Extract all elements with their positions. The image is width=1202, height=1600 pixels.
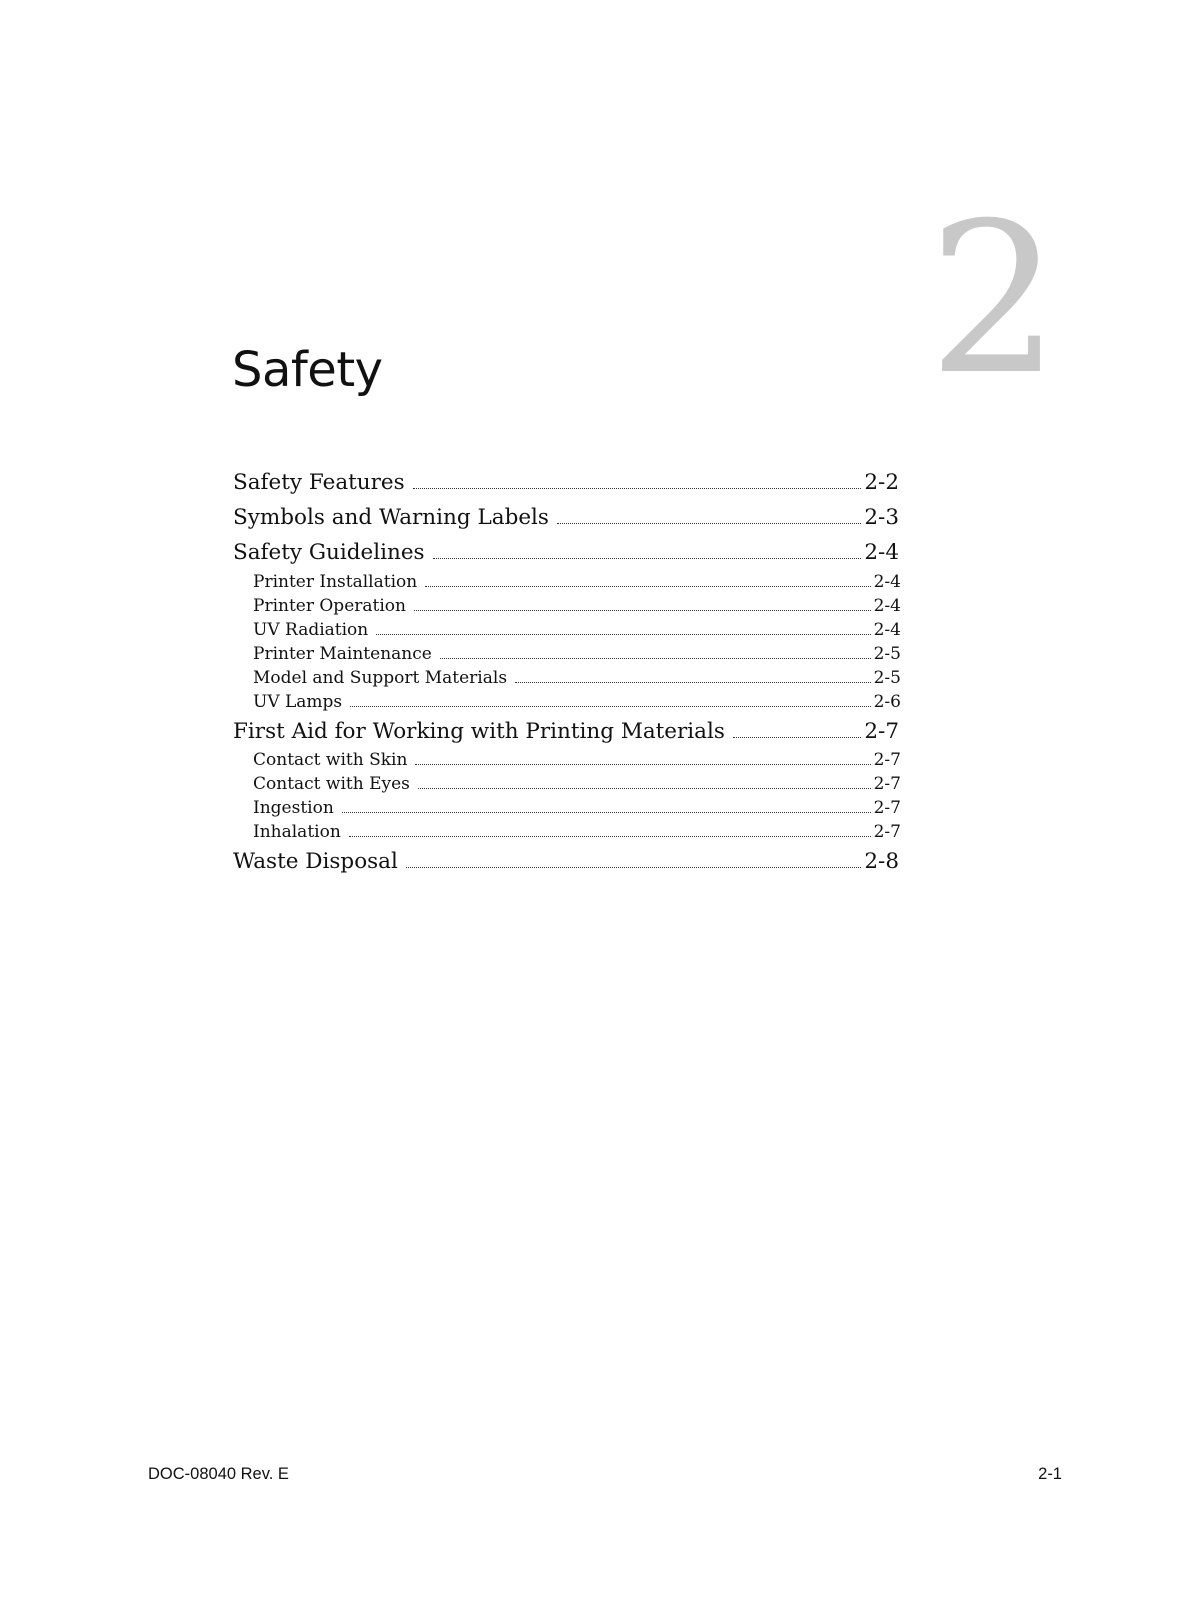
- toc-entry-waste-disposal[interactable]: [233, 849, 899, 881]
- toc-dot-leader: [418, 787, 871, 789]
- toc-entry-label: Printer Installation: [253, 572, 418, 592]
- footer-document-id: DOC-08040 Rev. E: [148, 1465, 289, 1483]
- toc-entry-inhalation[interactable]: [253, 822, 901, 846]
- toc-entry-page: 2-4: [864, 540, 899, 565]
- toc-dot-leader: [413, 487, 862, 489]
- toc-entry-safety-features[interactable]: [233, 470, 899, 502]
- toc-entry-ingestion[interactable]: [253, 798, 901, 822]
- toc-entry-label: Model and Support Materials: [253, 668, 508, 688]
- toc-entry-page: 2-4: [873, 620, 901, 640]
- toc-entry-page: 2-4: [873, 572, 901, 592]
- chapter-title: Safety: [232, 342, 383, 398]
- toc-entry-printer-maintenance[interactable]: [253, 644, 901, 668]
- toc-entry-label: UV Lamps: [253, 692, 343, 712]
- toc-entry-label: First Aid for Working with Printing Materials: [233, 719, 725, 744]
- toc-dot-leader: [440, 657, 871, 659]
- toc-entry-label: UV Radiation: [253, 620, 369, 640]
- toc-entry-contact-with-eyes[interactable]: [253, 774, 901, 798]
- toc-entry-page: 2-8: [864, 849, 899, 874]
- toc-entry-uv-lamps[interactable]: [253, 692, 901, 716]
- toc-entry-label: Ingestion: [253, 798, 334, 818]
- toc-dot-leader: [433, 557, 862, 559]
- toc-entry-page: 2-3: [864, 505, 899, 530]
- toc-dot-leader: [406, 866, 862, 868]
- toc-entry-label: Contact with Skin: [253, 750, 408, 770]
- toc-entry-symbols-and-warning-labels[interactable]: [233, 505, 899, 537]
- toc-entry-page: 2-5: [873, 668, 901, 688]
- toc-entry-label: Safety Features: [233, 470, 405, 495]
- toc-entry-label: Symbols and Warning Labels: [233, 505, 549, 530]
- toc-dot-leader: [350, 705, 870, 707]
- toc-dot-leader: [376, 633, 870, 635]
- toc-entry-model-and-support-materials[interactable]: [253, 668, 901, 692]
- toc-entry-page: 2-2: [864, 470, 899, 495]
- toc-dot-leader: [733, 736, 861, 738]
- toc-dot-leader: [415, 763, 870, 765]
- toc-entry-page: 2-7: [864, 719, 899, 744]
- toc-dot-leader: [349, 835, 871, 837]
- toc-entry-label: Printer Maintenance: [253, 644, 432, 664]
- toc-entry-page: 2-4: [873, 596, 901, 616]
- footer-page-number: 2-1: [1038, 1465, 1062, 1483]
- toc-entry-page: 2-5: [873, 644, 901, 664]
- toc-entry-label: Printer Operation: [253, 596, 406, 616]
- chapter-number: 2: [928, 179, 1061, 421]
- toc-entry-page: 2-7: [873, 798, 901, 818]
- toc-entry-label: Safety Guidelines: [233, 540, 425, 565]
- toc-entry-page: 2-7: [873, 774, 901, 794]
- toc-entry-page: 2-6: [873, 692, 901, 712]
- toc-entry-uv-radiation[interactable]: [253, 620, 901, 644]
- toc-entry-printer-operation[interactable]: [253, 596, 901, 620]
- toc-dot-leader: [414, 609, 871, 611]
- toc-dot-leader: [425, 585, 870, 587]
- toc-entry-page: 2-7: [873, 822, 901, 842]
- toc-dot-leader: [342, 811, 871, 813]
- toc-entry-first-aid[interactable]: [233, 719, 899, 751]
- toc-dot-leader: [557, 522, 861, 524]
- toc-entry-safety-guidelines[interactable]: [233, 540, 899, 572]
- toc-entry-label: Contact with Eyes: [253, 774, 410, 794]
- toc-dot-leader: [515, 681, 871, 683]
- toc-entry-label: Inhalation: [253, 822, 341, 842]
- toc-entry-page: 2-7: [873, 750, 901, 770]
- toc-entry-contact-with-skin[interactable]: [253, 750, 901, 774]
- toc-entry-label: Waste Disposal: [233, 849, 398, 874]
- toc-entry-printer-installation[interactable]: [253, 572, 901, 596]
